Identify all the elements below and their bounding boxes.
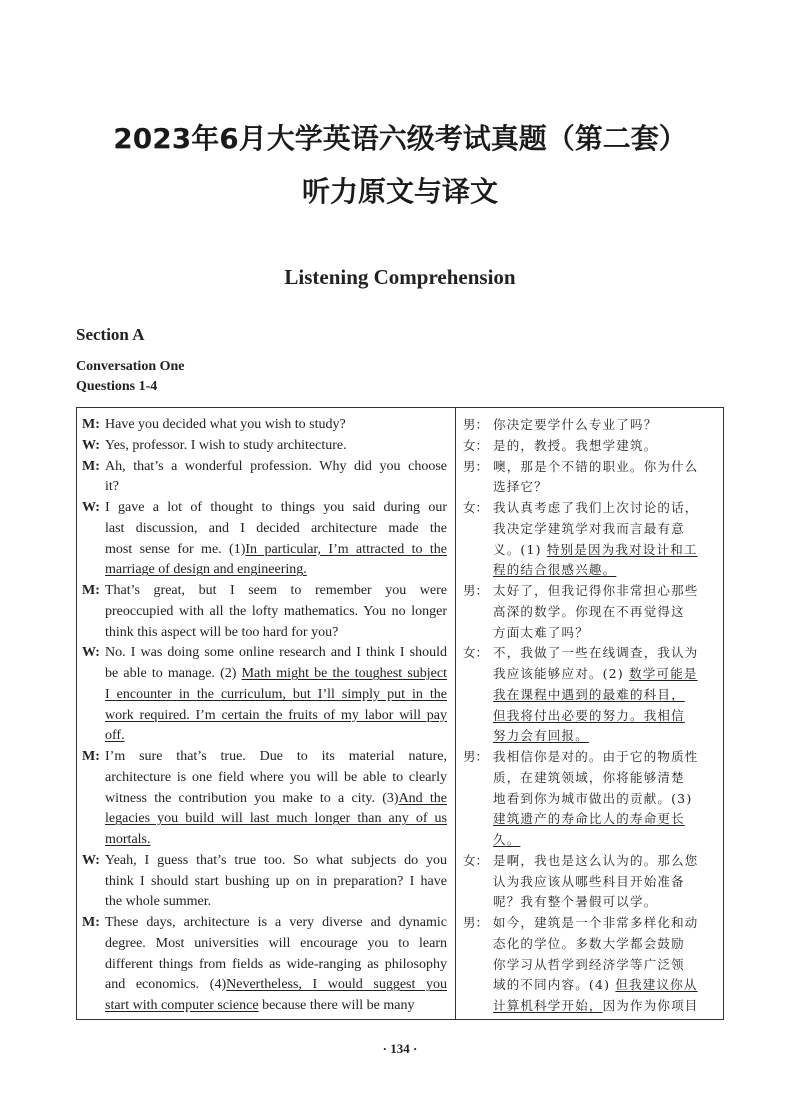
chinese-line: 久。 [493,832,521,847]
english-line: degree. Most universities will encourage you to learn [105,935,447,951]
chinese-line: 选择它？ [493,479,548,495]
english-line: different things from fields as wide-ranging as philosophy [105,956,447,972]
speaker-label: 女： [463,500,489,515]
english-line: and economics. (4)Nevertheless, I would suggest you [105,977,447,993]
chinese-line: 态化的学位。多数大学都会鼓励 [493,935,685,951]
english-line: work required. I’m certain the fruits of my labor will pay [105,707,447,723]
english-line: witness the contribution you make to a city. (3)And the [105,790,447,806]
chinese-line: 如今，建筑是一个非常多样化和动 [493,915,699,930]
chinese-line: 域的不同内容。(4) 但我建议你从 [493,977,698,993]
chinese-line: 是的，教授。我想学建筑。 [493,437,658,453]
chinese-line: 我认真考虑了我们上次讨论的话， [493,500,699,515]
english-line: Ah, that’s a wonderful profession. Why did you choose [105,458,447,474]
chinese-line: 建筑遗产的寿命比人的寿命更长 [493,811,685,827]
speaker-label: 男： [463,583,489,598]
speaker-label: 女： [463,645,489,661]
chinese-line: 我相信你是对的。由于它的物质性 [493,749,699,764]
chinese-line: 地看到你为城市做出的贡献。(3) [493,790,693,806]
english-line: That’s great, but I seem to remember you were [105,583,447,598]
chinese-line: 我决定学建筑学对我而言最有意 [493,520,685,536]
speaker-label: 女： [463,437,489,453]
speaker-label: 女： [463,852,489,868]
chinese-line: 你决定要学什么专业了吗？ [493,417,658,432]
chinese-line: 高深的数学。你现在不再觉得这 [493,603,685,619]
page-number: · 134 · [382,1041,418,1056]
speaker-label: W: [82,852,100,868]
english-line: I gave a lot of thought to things you said during our [105,500,447,515]
chinese-line: 认为我应该从哪些科目开始准备 [493,873,685,889]
document-subtitle: 听力原文与译文 [301,175,498,208]
english-line: No. I was doing some online research and I think I should [105,645,447,661]
english-line: last discussion, and I decided architecture made the [105,520,447,536]
speaker-label: W: [82,645,100,661]
chinese-line: 不，我做了一些在线调查，我认为 [493,645,699,661]
chinese-line: 努力会有回报。 [493,728,589,744]
speaker-label: M: [82,915,100,930]
chinese-line: 程的结合很感兴趣。 [493,562,617,578]
chinese-line: 太好了，但我记得你非常担心那些 [493,583,699,598]
english-line: be able to manage. (2) Math might be the toughest subject [105,666,448,681]
chinese-line: 质，在建筑领域，你将能够清楚 [493,769,685,785]
english-line: These days, architecture is a very diverse and dynamic [105,915,447,930]
part-title: Listening Comprehension [284,265,516,289]
english-line: start with computer science because there will be many [105,998,415,1013]
chinese-line: 我在课程中遇到的最难的科目， [493,686,685,702]
chinese-line: 是啊，我也是这么认为的。那么您 [493,852,699,868]
speaker-label: W: [82,500,100,515]
english-line: it? [105,479,119,495]
english-line: marriage of design and engineering. [105,562,307,578]
english-line: legacies you build will last much longer than any of us [105,811,447,827]
english-line: most sense for me. (1)In particular, I’m attracted to the [105,541,447,557]
conversation-title: Conversation One [76,359,185,374]
document-title: 2023年6月大学英语六级考试真题（第二套） [113,122,687,155]
english-line: preoccupied with all the lofty mathematics. You no longer [105,603,447,619]
english-line: off. [105,728,125,744]
chinese-line: 计算机科学开始，因为作为你项目 [493,998,699,1013]
speaker-label: 男： [463,417,489,432]
speaker-label: M: [82,583,100,598]
speaker-label: W: [82,437,100,453]
section-title: Section A [76,325,145,344]
chinese-line: 我应该能够应对。(2) 数学可能是 [493,666,698,681]
conversation-heading [76,357,185,397]
questions-label: Questions 1-4 [76,379,158,394]
english-line: Have you decided what you wish to study? [105,417,346,432]
english-line: Yeah, I guess that’s true too. So what subjects do you [105,852,447,868]
chinese-line: 义。(1) 特别是因为我对设计和工 [493,541,698,557]
english-line: think I should start bushing up on in preparation? I have [105,873,447,889]
chinese-line: 呢？我有整个暑假可以学。 [493,894,658,910]
speaker-label: M: [82,749,100,764]
english-line: mortals. [105,832,151,847]
speaker-label: 男： [463,749,489,764]
column-divider [455,407,456,1020]
chinese-line: 你学习从哲学到经济学等广泛领 [493,956,685,972]
chinese-line: 方面太难了吗？ [493,624,589,640]
english-line: think this aspect will be too hard for you? [105,624,339,640]
english-line: architecture is one field where you will be able to clearly [105,769,447,785]
speaker-label: M: [82,417,100,432]
speaker-label: M: [82,458,100,474]
speaker-label: 男： [463,458,489,474]
chinese-line: 噢，那是个不错的职业。你为什么 [493,458,699,474]
english-line: Yes, professor. I wish to study architecture. [105,437,347,453]
speaker-label: 男： [463,915,489,930]
chinese-line: 但我将付出必要的努力。我相信 [493,707,685,723]
english-line: I’m sure that’s true. Due to its material nature, [105,749,447,764]
english-line: the whole summer. [105,894,212,910]
english-line: I encounter in the curriculum, but I’ll simply put in the [105,686,447,702]
